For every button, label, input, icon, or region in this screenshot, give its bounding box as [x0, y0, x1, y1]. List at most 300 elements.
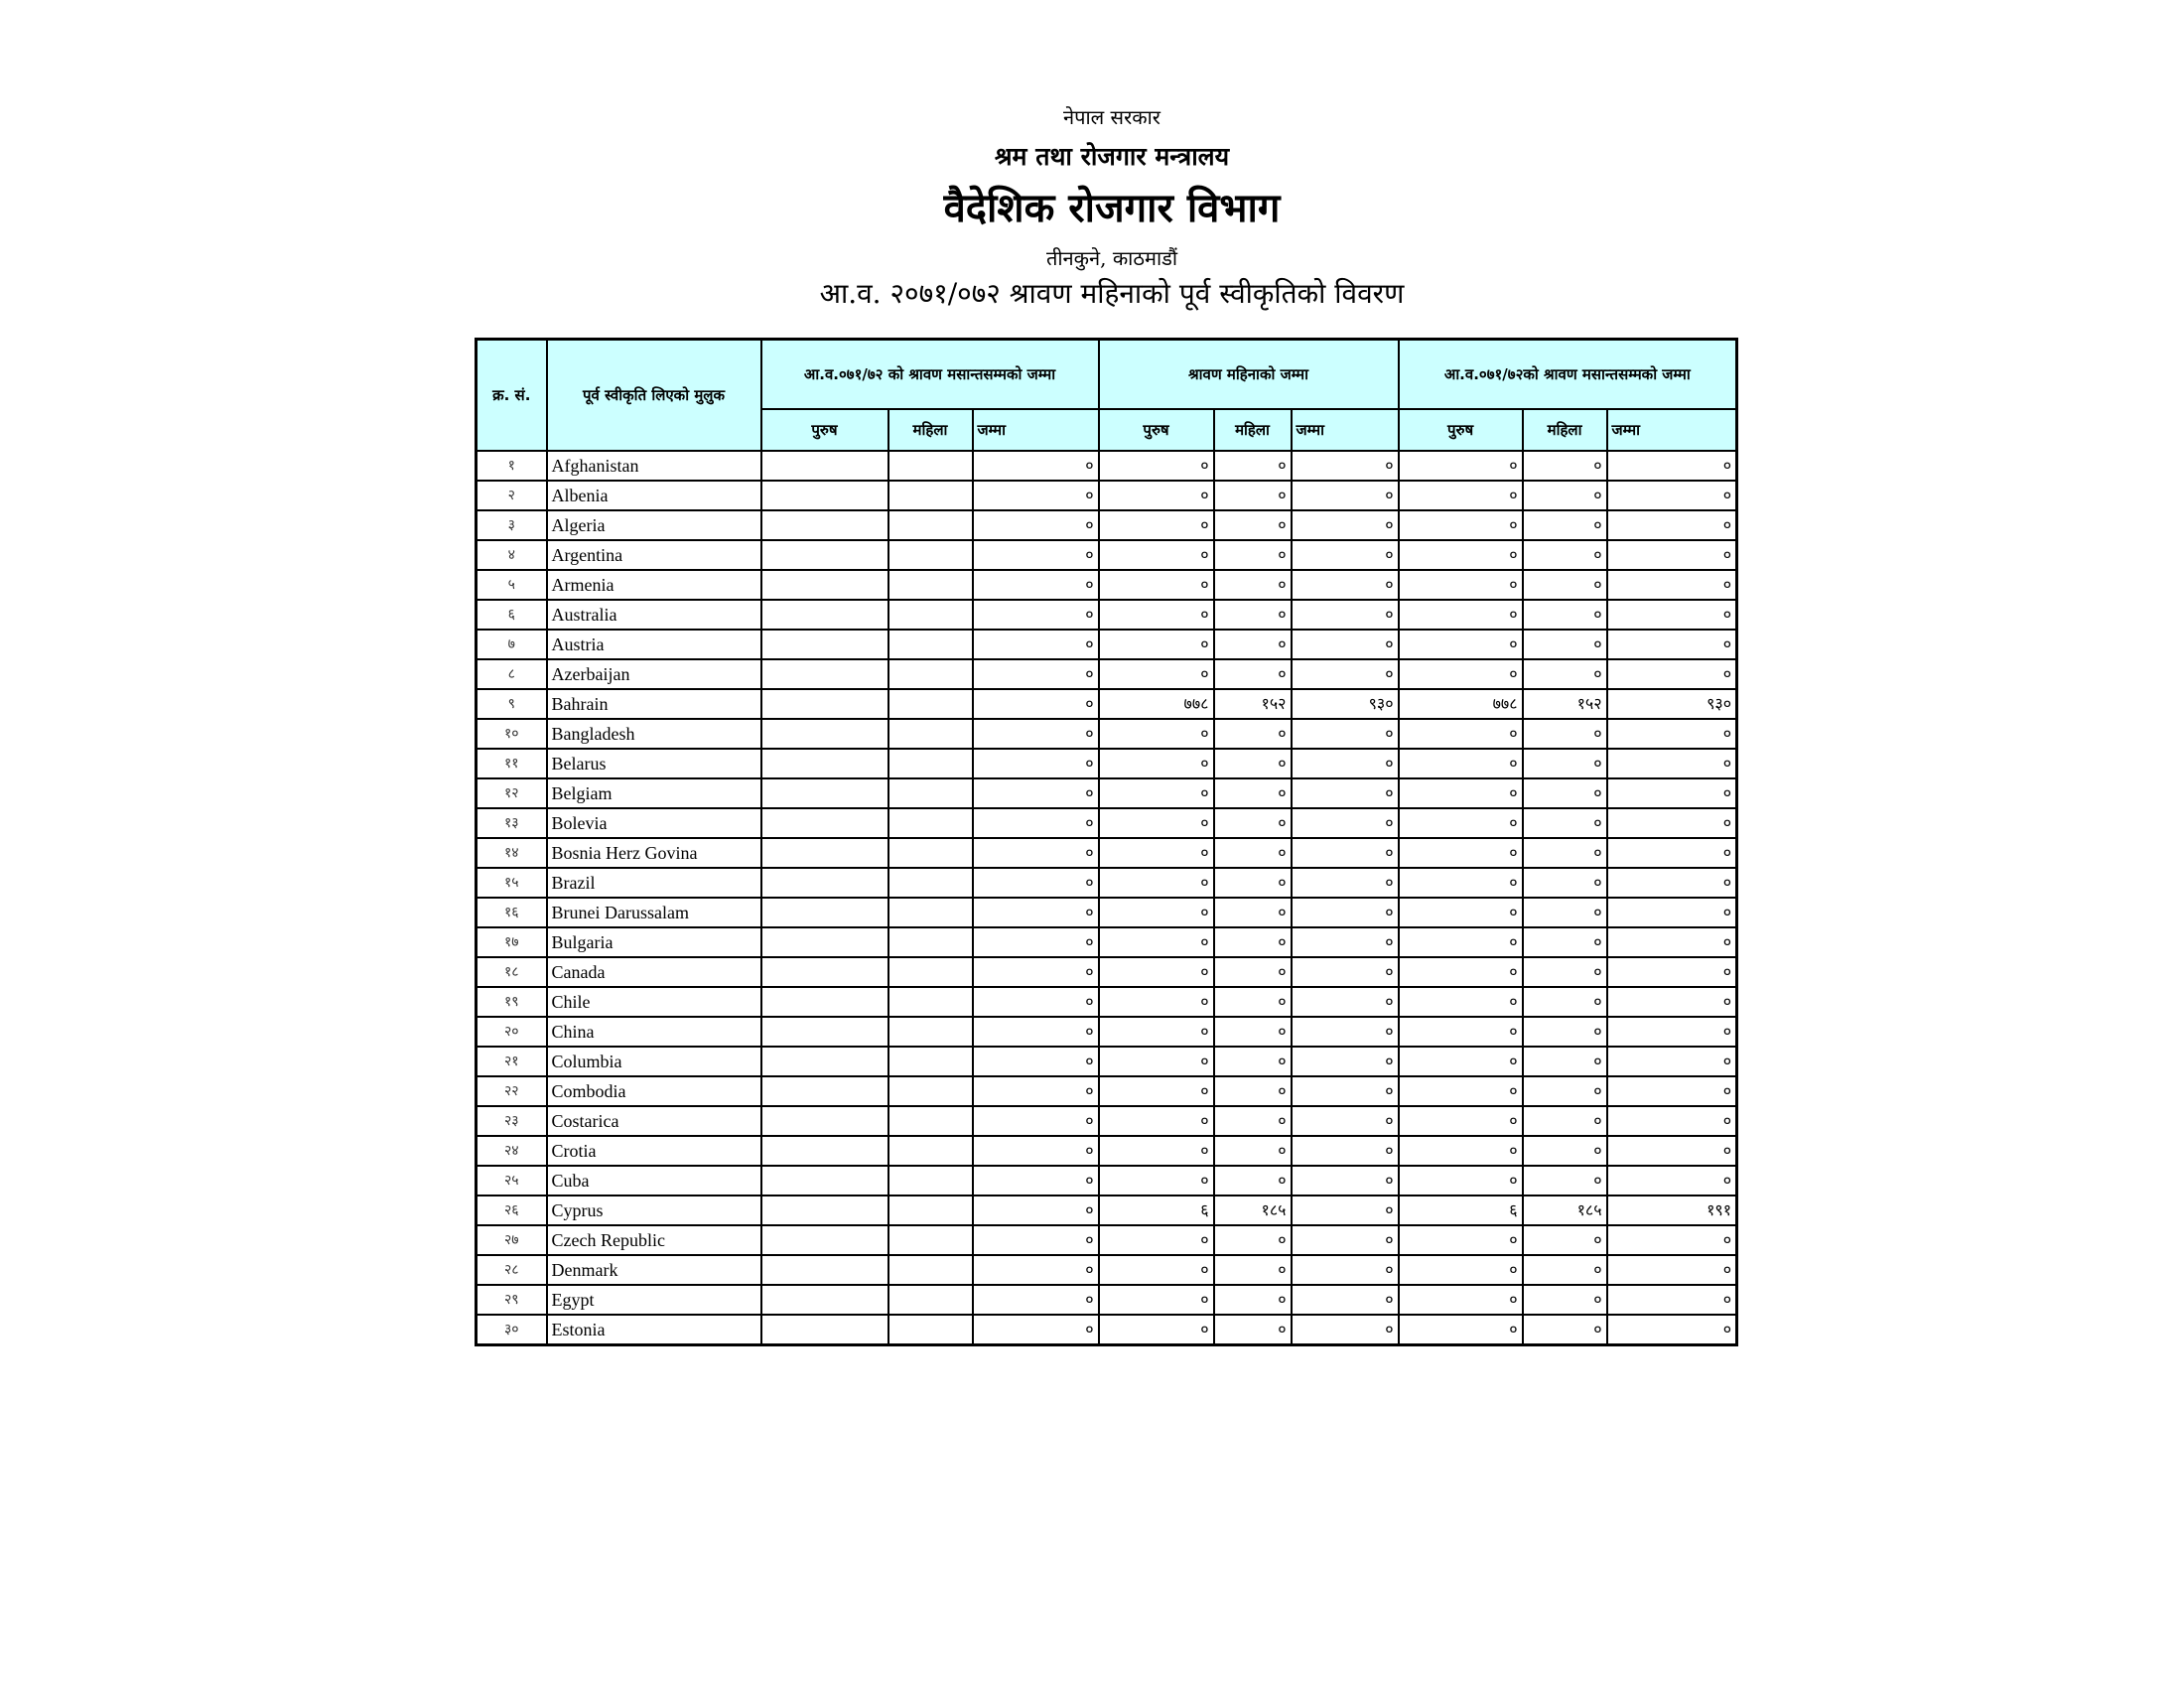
cell-g2-female: ०	[1214, 1285, 1292, 1315]
table-row	[477, 808, 1737, 838]
cell-g3-male: ६	[1399, 1196, 1523, 1225]
cell-g1-male	[761, 778, 888, 808]
cell-g2-total: ०	[1292, 1225, 1399, 1255]
cell-g2-male: ०	[1099, 927, 1214, 957]
cell-g2-total: ०	[1292, 987, 1399, 1017]
cell-g2-male: ०	[1099, 1017, 1214, 1047]
cell-g3-male: ७७८	[1399, 689, 1523, 719]
cell-g3-male: ०	[1399, 778, 1523, 808]
cell-g3-total: ०	[1607, 1136, 1737, 1166]
row-country-name: Estonia	[547, 1315, 761, 1345]
col-header-total: जम्मा	[1292, 409, 1399, 451]
row-country-name: Cuba	[547, 1166, 761, 1196]
cell-g3-female: ०	[1523, 659, 1607, 689]
row-serial-number: ३	[477, 510, 547, 540]
row-serial-number: ५	[477, 570, 547, 600]
cell-g3-female: ०	[1523, 1047, 1607, 1076]
cell-g1-total: ०	[973, 838, 1099, 868]
cell-g2-male: ०	[1099, 481, 1214, 510]
table-row	[477, 898, 1737, 927]
col-header-male: पुरुष	[761, 409, 888, 451]
cell-g2-female: ०	[1214, 1076, 1292, 1106]
row-country-name: Combodia	[547, 1076, 761, 1106]
cell-g2-female: ०	[1214, 540, 1292, 570]
cell-g2-male: ०	[1099, 1047, 1214, 1076]
row-country-name: Austria	[547, 630, 761, 659]
row-serial-number: २३	[477, 1106, 547, 1136]
table-row	[477, 689, 1737, 719]
row-serial-number: ७	[477, 630, 547, 659]
cell-g2-male: ०	[1099, 778, 1214, 808]
cell-g1-female	[888, 600, 973, 630]
cell-g1-total: ०	[973, 1136, 1099, 1166]
table-row	[477, 927, 1737, 957]
report-title: आ.व. २०७१/०७२ श्रावण महिनाको पूर्व स्वीकृतिको विवरण	[819, 277, 1405, 310]
table-row	[477, 957, 1737, 987]
cell-g1-male	[761, 898, 888, 927]
cell-g1-male	[761, 1017, 888, 1047]
cell-g2-male: ०	[1099, 838, 1214, 868]
cell-g1-total: ०	[973, 510, 1099, 540]
row-serial-number: २१	[477, 1047, 547, 1076]
cell-g3-female: ०	[1523, 1076, 1607, 1106]
row-serial-number: ११	[477, 749, 547, 778]
cell-g3-male: ०	[1399, 600, 1523, 630]
cell-g1-male	[761, 808, 888, 838]
cell-g2-male: ०	[1099, 1076, 1214, 1106]
cell-g1-male	[761, 600, 888, 630]
cell-g3-male: ०	[1399, 927, 1523, 957]
cell-g3-male: ०	[1399, 719, 1523, 749]
cell-g1-male	[761, 1255, 888, 1285]
row-serial-number: २७	[477, 1225, 547, 1255]
cell-g1-male	[761, 868, 888, 898]
table-row	[477, 1136, 1737, 1166]
row-country-name: Bulgaria	[547, 927, 761, 957]
cell-g3-female: ०	[1523, 1017, 1607, 1047]
cell-g1-male	[761, 957, 888, 987]
cell-g3-male: ०	[1399, 957, 1523, 987]
row-country-name: Azerbaijan	[547, 659, 761, 689]
table-row	[477, 1255, 1737, 1285]
group-header-fy-cumulative-2: आ.व.०७१/७२को श्रावण मसान्तसम्मको जम्मा	[1399, 340, 1737, 410]
cell-g1-female	[888, 719, 973, 749]
cell-g1-total: ०	[973, 868, 1099, 898]
cell-g1-female	[888, 689, 973, 719]
cell-g1-total: ०	[973, 481, 1099, 510]
cell-g2-male: ०	[1099, 898, 1214, 927]
row-serial-number: २	[477, 481, 547, 510]
row-country-name: Brazil	[547, 868, 761, 898]
cell-g3-total: ०	[1607, 808, 1737, 838]
cell-g1-total: ०	[973, 1315, 1099, 1345]
cell-g1-total: ०	[973, 778, 1099, 808]
cell-g1-male	[761, 570, 888, 600]
cell-g1-male	[761, 510, 888, 540]
table-body	[477, 451, 1737, 1345]
row-country-name: Czech Republic	[547, 1225, 761, 1255]
cell-g2-total: ०	[1292, 659, 1399, 689]
cell-g3-female: ०	[1523, 987, 1607, 1017]
cell-g1-male	[761, 1136, 888, 1166]
cell-g2-total: ०	[1292, 451, 1399, 481]
table-row	[477, 719, 1737, 749]
cell-g3-female: ०	[1523, 1106, 1607, 1136]
cell-g1-total: ०	[973, 1106, 1099, 1136]
cell-g1-total: ०	[973, 987, 1099, 1017]
cell-g1-male	[761, 719, 888, 749]
cell-g3-male: ०	[1399, 659, 1523, 689]
cell-g2-female: ०	[1214, 600, 1292, 630]
cell-g1-female	[888, 1196, 973, 1225]
row-serial-number: १९	[477, 987, 547, 1017]
cell-g1-male	[761, 1166, 888, 1196]
table-row	[477, 1106, 1737, 1136]
cell-g2-male: ०	[1099, 749, 1214, 778]
cell-g1-female	[888, 1047, 973, 1076]
cell-g2-female: ०	[1214, 451, 1292, 481]
cell-g3-total: ०	[1607, 1017, 1737, 1047]
cell-g1-female	[888, 987, 973, 1017]
col-header-female: महिला	[1523, 409, 1607, 451]
table-row	[477, 1196, 1737, 1225]
cell-g2-total: ०	[1292, 510, 1399, 540]
cell-g3-total: ०	[1607, 1166, 1737, 1196]
row-country-name: Brunei Darussalam	[547, 898, 761, 927]
department-name: वैदेशिक रोजगार विभाग	[943, 185, 1281, 231]
cell-g1-female	[888, 570, 973, 600]
cell-g3-male: ०	[1399, 570, 1523, 600]
cell-g1-total: ०	[973, 1285, 1099, 1315]
cell-g3-male: ०	[1399, 1315, 1523, 1345]
cell-g2-male: ०	[1099, 808, 1214, 838]
cell-g1-female	[888, 510, 973, 540]
cell-g3-female: ०	[1523, 481, 1607, 510]
cell-g1-total: ०	[973, 1166, 1099, 1196]
cell-g3-female: ०	[1523, 600, 1607, 630]
table-row	[477, 868, 1737, 898]
row-country-name: Costarica	[547, 1106, 761, 1136]
row-serial-number: १३	[477, 808, 547, 838]
cell-g2-male: ०	[1099, 630, 1214, 659]
cell-g2-female: ०	[1214, 481, 1292, 510]
table-row	[477, 630, 1737, 659]
cell-g2-total: ०	[1292, 868, 1399, 898]
cell-g1-male	[761, 451, 888, 481]
row-serial-number: १२	[477, 778, 547, 808]
row-serial-number: १६	[477, 898, 547, 927]
cell-g2-female: ०	[1214, 808, 1292, 838]
cell-g3-female: ०	[1523, 749, 1607, 778]
cell-g2-total: ०	[1292, 749, 1399, 778]
ministry-name: श्रम तथा रोजगार मन्त्रालय	[994, 142, 1230, 171]
cell-g3-male: ०	[1399, 868, 1523, 898]
cell-g2-total: ०	[1292, 778, 1399, 808]
cell-g2-male: ०	[1099, 1315, 1214, 1345]
cell-g2-male: ०	[1099, 600, 1214, 630]
row-serial-number: १८	[477, 957, 547, 987]
cell-g1-total: ०	[973, 1196, 1099, 1225]
cell-g2-female: ०	[1214, 957, 1292, 987]
cell-g3-female: ०	[1523, 808, 1607, 838]
cell-g2-male: ०	[1099, 1136, 1214, 1166]
row-serial-number: १७	[477, 927, 547, 957]
cell-g1-female	[888, 1225, 973, 1255]
cell-g1-total: ०	[973, 570, 1099, 600]
cell-g1-female	[888, 630, 973, 659]
table-row	[477, 600, 1737, 630]
cell-g3-female: ०	[1523, 1315, 1607, 1345]
table-row	[477, 987, 1737, 1017]
cell-g3-male: ०	[1399, 1017, 1523, 1047]
cell-g2-male: ०	[1099, 868, 1214, 898]
cell-g3-female: ०	[1523, 451, 1607, 481]
cell-g2-female: ०	[1214, 778, 1292, 808]
cell-g3-female: ०	[1523, 570, 1607, 600]
row-serial-number: २०	[477, 1017, 547, 1047]
table-row	[477, 1285, 1737, 1315]
cell-g2-female: १८५	[1214, 1196, 1292, 1225]
cell-g3-male: ०	[1399, 749, 1523, 778]
cell-g3-female: ०	[1523, 1255, 1607, 1285]
cell-g1-total: ०	[973, 659, 1099, 689]
cell-g1-total: ०	[973, 1076, 1099, 1106]
cell-g1-female	[888, 540, 973, 570]
cell-g3-female: ०	[1523, 719, 1607, 749]
table-row	[477, 838, 1737, 868]
cell-g1-female	[888, 1255, 973, 1285]
cell-g3-female: ०	[1523, 1225, 1607, 1255]
cell-g1-total: ०	[973, 1047, 1099, 1076]
cell-g3-male: ०	[1399, 1047, 1523, 1076]
cell-g1-male	[761, 1285, 888, 1315]
row-serial-number: २४	[477, 1136, 547, 1166]
cell-g2-total: ०	[1292, 1047, 1399, 1076]
cell-g2-male: ०	[1099, 451, 1214, 481]
cell-g3-male: ०	[1399, 1166, 1523, 1196]
cell-g1-total: ०	[973, 689, 1099, 719]
row-country-name: Denmark	[547, 1255, 761, 1285]
cell-g3-female: ०	[1523, 957, 1607, 987]
cell-g2-total: ०	[1292, 630, 1399, 659]
table-row	[477, 1076, 1737, 1106]
row-country-name: Columbia	[547, 1047, 761, 1076]
cell-g3-total: १९१	[1607, 1196, 1737, 1225]
row-country-name: Argentina	[547, 540, 761, 570]
group-header-month-total: श्रावण महिनाको जम्मा	[1099, 340, 1399, 410]
row-country-name: Afghanistan	[547, 451, 761, 481]
cell-g2-total: ०	[1292, 1255, 1399, 1285]
row-country-name: Australia	[547, 600, 761, 630]
cell-g2-female: ०	[1214, 838, 1292, 868]
cell-g2-male: ०	[1099, 570, 1214, 600]
row-serial-number: ६	[477, 600, 547, 630]
office-address: तीनकुने, काठमाडौं	[1045, 246, 1178, 270]
cell-g2-total: ०	[1292, 1315, 1399, 1345]
pre-approval-table	[475, 338, 1738, 1346]
col-header-male: पुरुष	[1099, 409, 1214, 451]
group-header-fy-cumulative-1: आ.व.०७१/७२ को श्रावण मसान्तसम्मको जम्मा	[761, 340, 1099, 410]
cell-g1-female	[888, 481, 973, 510]
cell-g2-female: ०	[1214, 987, 1292, 1017]
cell-g3-female: ०	[1523, 510, 1607, 540]
cell-g2-total: ०	[1292, 481, 1399, 510]
cell-g2-total: ०	[1292, 838, 1399, 868]
cell-g1-male	[761, 1315, 888, 1345]
cell-g2-total: ०	[1292, 1076, 1399, 1106]
cell-g2-female: ०	[1214, 1255, 1292, 1285]
cell-g2-female: ०	[1214, 1166, 1292, 1196]
cell-g3-total: ०	[1607, 659, 1737, 689]
col-header-country: पूर्व स्वीकृति लिएको मुलुक	[547, 340, 761, 452]
cell-g1-female	[888, 868, 973, 898]
cell-g3-total: ०	[1607, 749, 1737, 778]
cell-g2-total: ०	[1292, 808, 1399, 838]
table-row	[477, 1047, 1737, 1076]
cell-g3-total: ०	[1607, 1106, 1737, 1136]
cell-g2-female: ०	[1214, 1106, 1292, 1136]
cell-g3-male: ०	[1399, 1225, 1523, 1255]
table-row	[477, 540, 1737, 570]
cell-g2-male: ०	[1099, 1255, 1214, 1285]
row-serial-number: २५	[477, 1166, 547, 1196]
cell-g1-male	[761, 838, 888, 868]
cell-g3-total: ०	[1607, 957, 1737, 987]
cell-g3-total: ०	[1607, 451, 1737, 481]
cell-g3-total: ०	[1607, 898, 1737, 927]
cell-g3-total: ०	[1607, 868, 1737, 898]
cell-g1-total: ०	[973, 1225, 1099, 1255]
cell-g3-total: ०	[1607, 481, 1737, 510]
cell-g3-total: ०	[1607, 778, 1737, 808]
row-serial-number: २८	[477, 1255, 547, 1285]
cell-g2-female: ०	[1214, 570, 1292, 600]
cell-g1-male	[761, 1196, 888, 1225]
cell-g3-total: ०	[1607, 1285, 1737, 1315]
cell-g2-male: ०	[1099, 659, 1214, 689]
cell-g2-female: ०	[1214, 659, 1292, 689]
cell-g3-total: ०	[1607, 1047, 1737, 1076]
cell-g2-female: ०	[1214, 1136, 1292, 1166]
cell-g3-female: ०	[1523, 868, 1607, 898]
row-serial-number: ९	[477, 689, 547, 719]
cell-g2-total: ०	[1292, 600, 1399, 630]
row-serial-number: २९	[477, 1285, 547, 1315]
cell-g3-male: ०	[1399, 808, 1523, 838]
row-country-name: Bosnia Herz Govina	[547, 838, 761, 868]
cell-g3-total: ९३०	[1607, 689, 1737, 719]
col-header-female: महिला	[888, 409, 973, 451]
cell-g2-male: ६	[1099, 1196, 1214, 1225]
cell-g2-female: ०	[1214, 1315, 1292, 1345]
row-serial-number: २२	[477, 1076, 547, 1106]
cell-g1-female	[888, 1285, 973, 1315]
cell-g2-male: ०	[1099, 540, 1214, 570]
row-country-name: Canada	[547, 957, 761, 987]
cell-g1-total: ०	[973, 451, 1099, 481]
cell-g1-total: ०	[973, 957, 1099, 987]
cell-g1-female	[888, 1076, 973, 1106]
cell-g3-female: ०	[1523, 1166, 1607, 1196]
cell-g2-female: ०	[1214, 630, 1292, 659]
table-row	[477, 1017, 1737, 1047]
table-row	[477, 1225, 1737, 1255]
cell-g2-total: ०	[1292, 927, 1399, 957]
row-country-name: Albenia	[547, 481, 761, 510]
cell-g3-total: ०	[1607, 600, 1737, 630]
cell-g1-female	[888, 1017, 973, 1047]
cell-g1-total: ०	[973, 808, 1099, 838]
table-row	[477, 1166, 1737, 1196]
col-header-total: जम्मा	[973, 409, 1099, 451]
cell-g1-female	[888, 927, 973, 957]
cell-g2-total: ०	[1292, 1196, 1399, 1225]
row-country-name: Crotia	[547, 1136, 761, 1166]
cell-g1-female	[888, 1315, 973, 1345]
cell-g2-total: ०	[1292, 898, 1399, 927]
cell-g3-male: ०	[1399, 1285, 1523, 1315]
cell-g2-total: ०	[1292, 1285, 1399, 1315]
cell-g1-total: ०	[973, 630, 1099, 659]
cell-g3-male: ०	[1399, 630, 1523, 659]
cell-g2-female: १५२	[1214, 689, 1292, 719]
cell-g2-total: ०	[1292, 540, 1399, 570]
cell-g2-total: ०	[1292, 719, 1399, 749]
cell-g1-male	[761, 481, 888, 510]
cell-g2-female: ०	[1214, 1047, 1292, 1076]
row-serial-number: २६	[477, 1196, 547, 1225]
cell-g3-female: ०	[1523, 778, 1607, 808]
row-country-name: China	[547, 1017, 761, 1047]
table-row	[477, 778, 1737, 808]
cell-g1-male	[761, 630, 888, 659]
cell-g2-total: ०	[1292, 1166, 1399, 1196]
cell-g3-female: ०	[1523, 1285, 1607, 1315]
cell-g2-female: ०	[1214, 719, 1292, 749]
cell-g3-female: ०	[1523, 898, 1607, 927]
cell-g2-male: ०	[1099, 987, 1214, 1017]
row-serial-number: ८	[477, 659, 547, 689]
cell-g3-female: ०	[1523, 927, 1607, 957]
cell-g2-total: ०	[1292, 1106, 1399, 1136]
cell-g1-total: ०	[973, 1255, 1099, 1285]
cell-g1-male	[761, 1076, 888, 1106]
cell-g3-male: ०	[1399, 481, 1523, 510]
row-country-name: Armenia	[547, 570, 761, 600]
col-header-female: महिला	[1214, 409, 1292, 451]
cell-g3-male: ०	[1399, 451, 1523, 481]
cell-g2-female: ०	[1214, 510, 1292, 540]
government-name: नेपाल सरकार	[1063, 105, 1160, 129]
cell-g3-total: ०	[1607, 719, 1737, 749]
cell-g3-total: ०	[1607, 570, 1737, 600]
cell-g1-female	[888, 898, 973, 927]
cell-g1-male	[761, 1047, 888, 1076]
cell-g1-female	[888, 808, 973, 838]
cell-g2-total: ०	[1292, 957, 1399, 987]
row-country-name: Chile	[547, 987, 761, 1017]
cell-g1-male	[761, 987, 888, 1017]
row-country-name: Bahrain	[547, 689, 761, 719]
cell-g1-female	[888, 957, 973, 987]
cell-g3-male: ०	[1399, 987, 1523, 1017]
cell-g3-male: ०	[1399, 510, 1523, 540]
cell-g3-total: ०	[1607, 838, 1737, 868]
row-country-name: Belgiam	[547, 778, 761, 808]
table-row	[477, 451, 1737, 481]
row-country-name: Bolevia	[547, 808, 761, 838]
cell-g2-male: ०	[1099, 510, 1214, 540]
